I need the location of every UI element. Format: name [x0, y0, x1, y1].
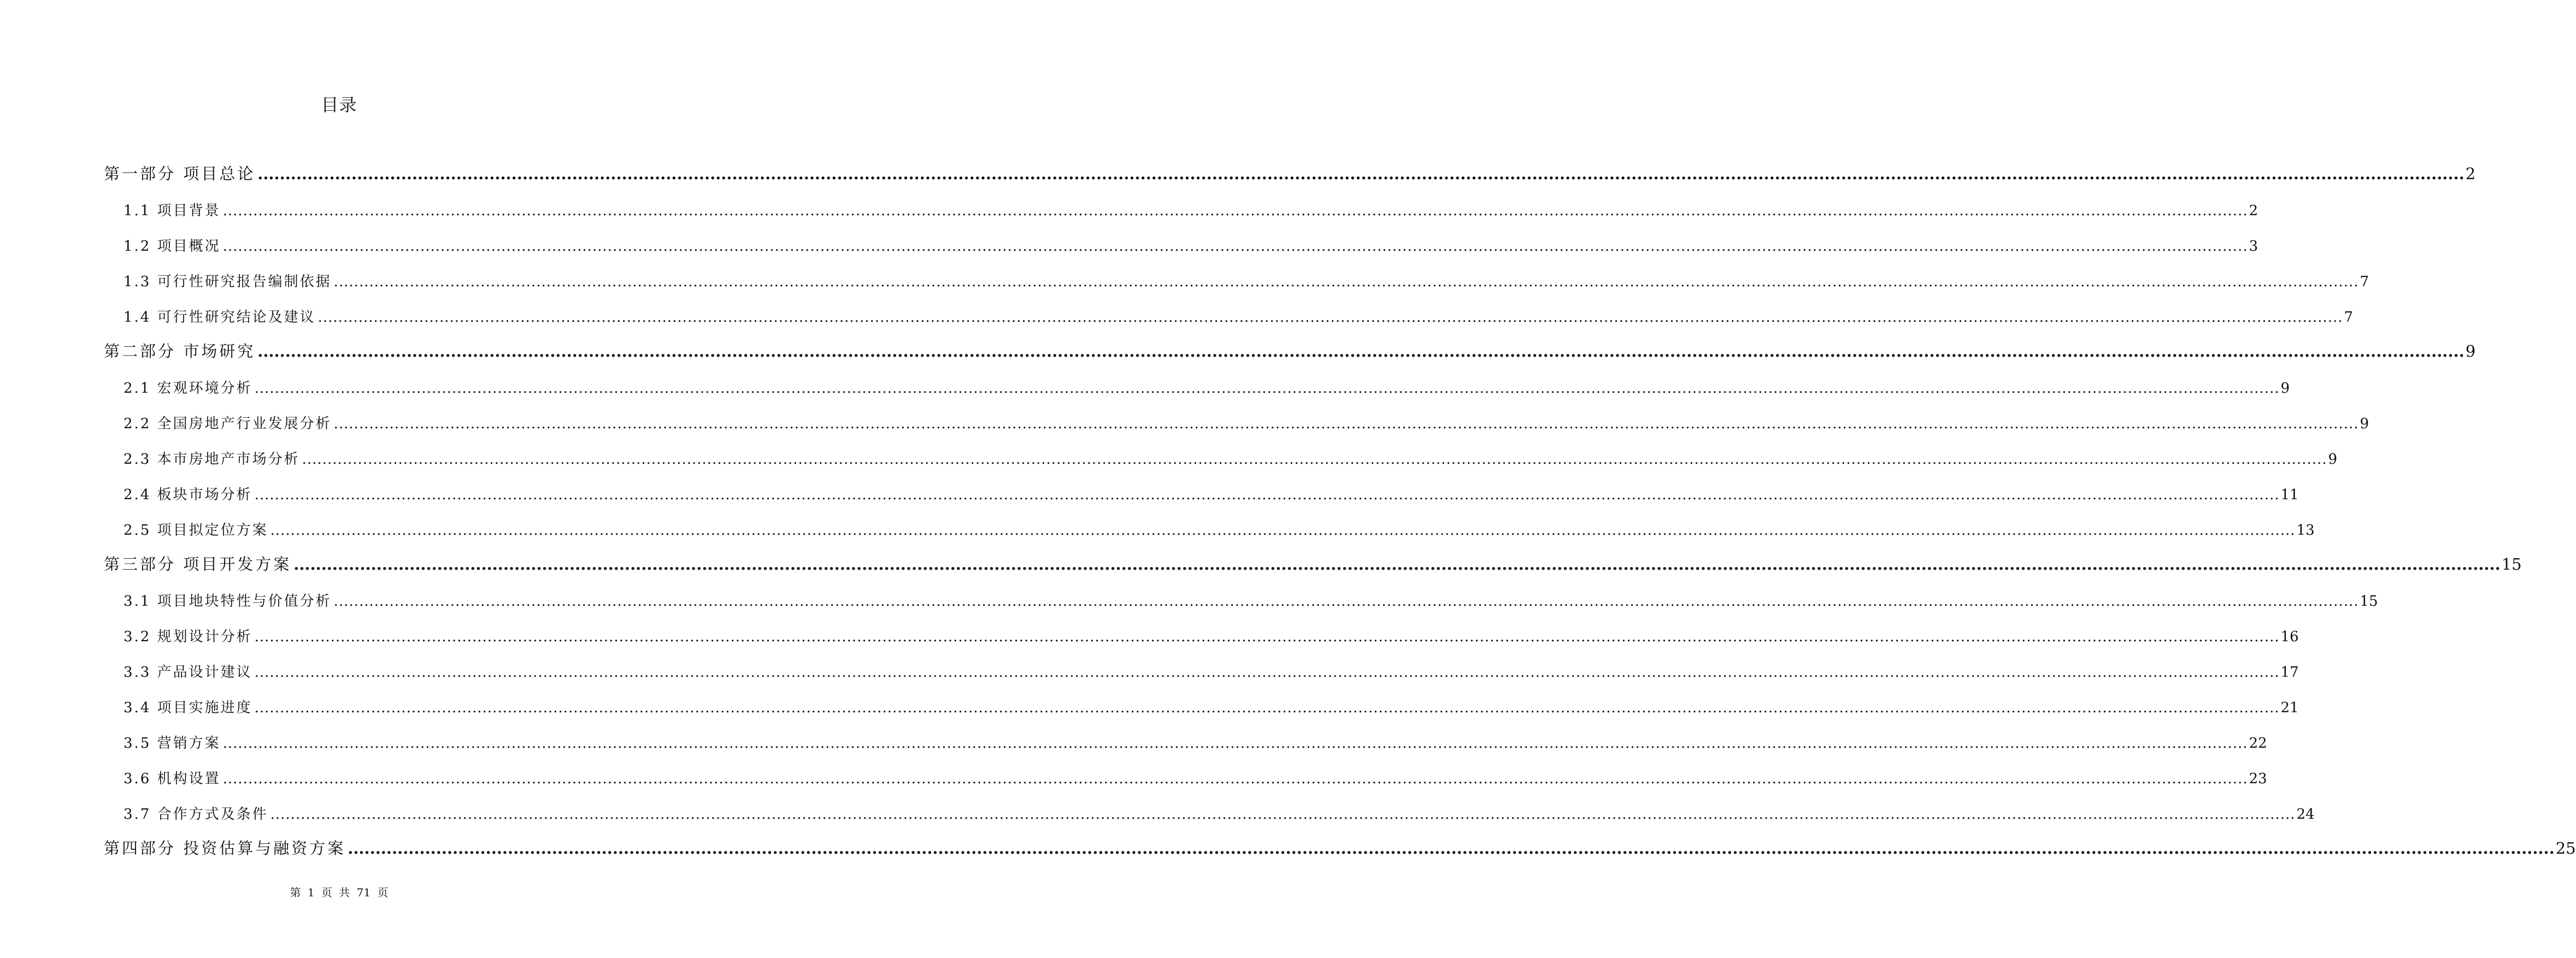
toc-entry-title: 2.5 项目拟定位方案 [123, 522, 268, 539]
toc-page-number: 9 [2280, 380, 2290, 397]
toc-entry-title: 3.6 机构设置 [123, 771, 221, 787]
toc-entry-title: 3.3 产品设计建议 [123, 664, 252, 681]
toc-section-entry[interactable] [104, 300, 2354, 336]
toc-page-number: 23 [2249, 771, 2267, 787]
toc-section-entry[interactable] [104, 407, 2369, 442]
toc-entry-title: 第三部分 项目开发方案 [104, 555, 292, 573]
toc-page-number: 9 [2360, 416, 2369, 432]
toc-leader-dots: ................................................................................................................................................................................................................................................................................................................................................................................................................ [348, 839, 2555, 858]
toc-page-number: 16 [2280, 629, 2299, 645]
toc-section-entry[interactable] [104, 371, 2290, 407]
toc-entry-title: 3.5 营销方案 [123, 735, 221, 752]
toc-entry-title: 1.2 项目概况 [123, 238, 221, 255]
toc-leader-dots: ................................................................................................................................................................................................................................................................................................................................................................................................................ [222, 238, 2248, 255]
toc-part-entry[interactable] [104, 833, 2576, 868]
toc-leader-dots: ................................................................................................................................................................................................................................................................................................................................................................................................................ [254, 700, 2280, 716]
toc-entry-title: 第一部分 项目总论 [104, 164, 256, 183]
toc-part-entry[interactable] [104, 158, 2476, 194]
toc-page-number: 22 [2249, 735, 2267, 752]
toc-entry-title: 3.1 项目地块特性与价值分析 [123, 593, 332, 610]
toc-leader-dots: ................................................................................................................................................................................................................................................................................................................................................................................................................ [222, 735, 2248, 752]
toc-leader-dots: ................................................................................................................................................................................................................................................................................................................................................................................................................ [254, 664, 2280, 681]
toc-section-entry[interactable] [104, 797, 2315, 833]
toc-entry-title: 2.3 本市房地产市场分析 [123, 451, 300, 468]
toc-part-entry[interactable] [104, 336, 2476, 371]
toc-section-entry[interactable] [104, 620, 2299, 655]
toc-section-entry[interactable] [104, 726, 2267, 762]
toc-section-entry[interactable] [104, 655, 2299, 691]
toc-entry-title: 2.2 全国房地产行业发展分析 [123, 416, 332, 432]
toc-page-number: 2 [2249, 203, 2259, 219]
toc-entry-title: 1.1 项目背景 [123, 203, 221, 219]
toc-section-entry[interactable] [104, 265, 2369, 300]
toc-entry-title: 2.4 板块市场分析 [123, 487, 252, 503]
toc-page-number: 25 [2555, 839, 2576, 858]
toc-page-number: 9 [2465, 342, 2476, 360]
toc-leader-dots: ................................................................................................................................................................................................................................................................................................................................................................................................................ [270, 522, 2296, 539]
toc-leader-dots: ................................................................................................................................................................................................................................................................................................................................................................................................................ [317, 309, 2343, 326]
toc-leader-dots: ................................................................................................................................................................................................................................................................................................................................................................................................................ [257, 164, 2465, 183]
toc-leader-dots: ................................................................................................................................................................................................................................................................................................................................................................................................................ [254, 487, 2280, 503]
toc-leader-dots: ................................................................................................................................................................................................................................................................................................................................................................................................................ [333, 593, 2359, 610]
toc-leader-dots: ................................................................................................................................................................................................................................................................................................................................................................................................................ [222, 771, 2248, 787]
toc-leader-dots: ................................................................................................................................................................................................................................................................................................................................................................................................................ [257, 342, 2465, 360]
toc-page-number: 2 [2465, 164, 2476, 183]
toc-page-number: 7 [2344, 309, 2354, 326]
table-of-contents [104, 158, 2576, 868]
toc-leader-dots: ................................................................................................................................................................................................................................................................................................................................................................................................................ [333, 416, 2359, 432]
toc-page-number: 13 [2296, 522, 2315, 539]
toc-entry-title: 1.3 可行性研究报告编制依据 [123, 274, 332, 290]
toc-leader-dots: ................................................................................................................................................................................................................................................................................................................................................................................................................ [270, 806, 2296, 823]
toc-page-number: 17 [2280, 664, 2299, 681]
toc-leader-dots: ................................................................................................................................................................................................................................................................................................................................................................................................................ [222, 203, 2248, 219]
toc-page-number: 11 [2280, 487, 2299, 503]
toc-leader-dots: ................................................................................................................................................................................................................................................................................................................................................................................................................ [254, 629, 2280, 645]
toc-page-number: 24 [2296, 806, 2315, 823]
toc-entry-title: 第二部分 市场研究 [104, 342, 256, 360]
toc-part-entry[interactable] [104, 549, 2522, 584]
toc-page-number: 7 [2360, 274, 2369, 290]
toc-section-entry[interactable] [104, 442, 2338, 478]
toc-entry-title: 3.4 项目实施进度 [123, 700, 252, 716]
toc-section-entry[interactable] [104, 229, 2259, 265]
toc-page-number: 3 [2249, 238, 2259, 255]
toc-leader-dots: ................................................................................................................................................................................................................................................................................................................................................................................................................ [254, 380, 2280, 397]
toc-entry-title: 第四部分 投资估算与融资方案 [104, 839, 346, 858]
toc-page-number: 15 [2501, 555, 2522, 573]
toc-section-entry[interactable] [104, 584, 2378, 620]
page-title: 目录 [321, 94, 357, 115]
toc-page-number: 15 [2360, 593, 2378, 610]
toc-page-number: 21 [2280, 700, 2299, 716]
toc-leader-dots: ................................................................................................................................................................................................................................................................................................................................................................................................................ [302, 451, 2327, 468]
page-footer: 第 1 页 共 71 页 [290, 886, 389, 899]
toc-entry-title: 2.1 宏观环境分析 [123, 380, 252, 397]
toc-section-entry[interactable] [104, 762, 2267, 797]
toc-section-entry[interactable] [104, 194, 2259, 229]
toc-section-entry[interactable] [104, 478, 2299, 513]
toc-section-entry[interactable] [104, 691, 2299, 726]
toc-page-number: 9 [2328, 451, 2338, 468]
toc-section-entry[interactable] [104, 513, 2315, 549]
toc-leader-dots: ................................................................................................................................................................................................................................................................................................................................................................................................................ [333, 274, 2359, 290]
toc-entry-title: 1.4 可行性研究结论及建议 [123, 309, 316, 326]
toc-entry-title: 3.2 规划设计分析 [123, 629, 252, 645]
toc-entry-title: 3.7 合作方式及条件 [123, 806, 268, 823]
toc-leader-dots: ................................................................................................................................................................................................................................................................................................................................................................................................................ [293, 555, 2501, 573]
